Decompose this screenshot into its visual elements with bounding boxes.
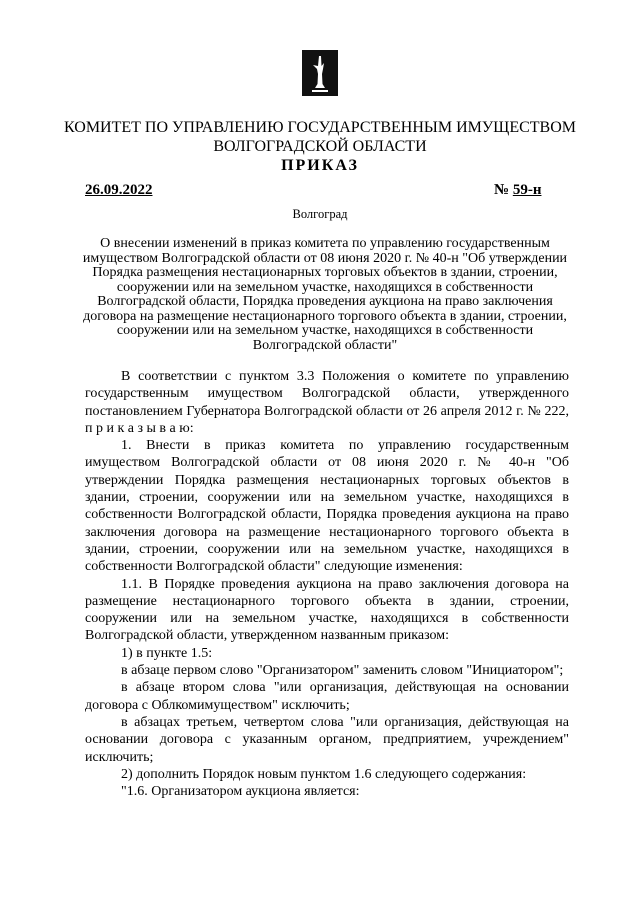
org-line-1: КОМИТЕТ ПО УПРАВЛЕНИЮ ГОСУДАРСТВЕННЫМ ИМУЩЕСТВОМ [63,119,576,136]
order-subject: О внесении изменений в приказ комитета по управлению государственным имуществом Волгоградской области от 08 июня 2020 г. № 40-н "Об утверждении Порядка размещения нестационарных торговых объектов в здании, строении, сооружении или на земельном участке, находящихся в собственности Волгоградской области, Порядка проведения аукциона на право заключения договора на размещение нестационарного торгового объекта в здании, строении, сооружении или на земельном участке, находящихся в собственности Волгоградской области" [82,236,568,353]
paragraph: в абзаце втором слова "или организация, действующая на основании договора с Облкомимуществом" исключить; [85,680,569,713]
paragraph: в абзацах третьем, четвертом слова "или организация, действующая на основании договора с указанным органом, предприятием, учреждением" исключить; [85,714,569,765]
order-number [494,182,541,199]
paragraph: в абзаце первом слово "Организатором" заменить словом "Инициатором"; [121,663,564,679]
organization-name [0,118,640,156]
org-line-2: ВОЛГОГРАДСКОЙ ОБЛАСТИ [213,138,427,155]
order-body [85,368,569,800]
order-title: ПРИКАЗ [281,157,359,174]
order-date: 26.09.2022 [85,182,153,198]
paragraph: В соответствии с пунктом 3.3 Положения о комитете по управлению государственным имуществом Волгоградской области, утвержденного постановлением Губернатора Волгоградской области от 26 апреля 2012 г. № 222, п р и к а з ы в а ю: [85,369,569,436]
number-value: 59-н [512,182,542,198]
coat-of-arms-icon [302,50,338,96]
city: Волгоград [292,207,348,221]
number-sign: № [494,182,510,198]
paragraph: 2) дополнить Порядок новым пунктом 1.6 следующего содержания: [121,766,527,782]
paragraph: 1.1. В Порядке проведения аукциона на право заключения договора на размещение нестационарного торгового объекта в здании, строении, сооружении или на земельном участке, находящихся в собственности Волгоградской области, утвержденном названным приказом: [85,576,569,644]
paragraph: "1.6. Организатором аукциона является: [121,784,360,800]
paragraph: 1) в пункте 1.5: [121,645,213,661]
paragraph: 1. Внести в приказ комитета по управлению государственным имуществом Волгоградской области от 08 июня 2020 г. № 40-н "Об утверждении Порядка размещения нестационарных торговых объектов в здании, строении, сооружении или на земельном участке, находящихся в собственности Волгоградской области, Порядка проведения аукциона на право заключения договора на размещение нестационарного торгового объекта в здании, строении, сооружении или на земельном участке, находящихся в собственности Волгоградской области" следующие изменения: [85,438,569,575]
